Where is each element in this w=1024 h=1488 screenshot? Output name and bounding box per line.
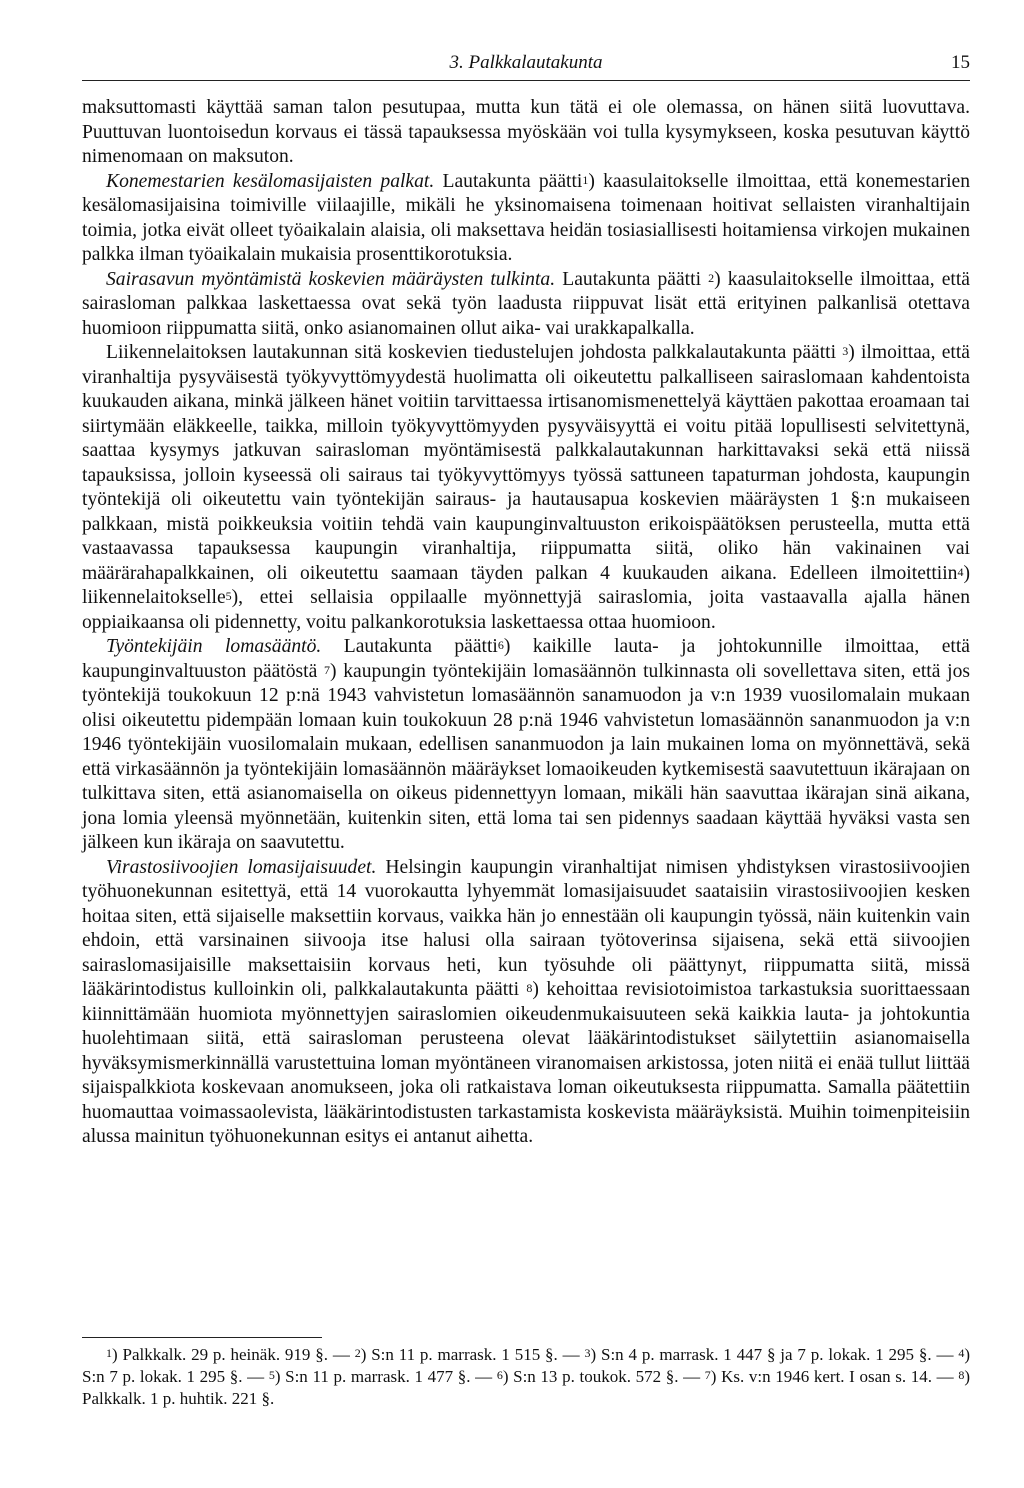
text-run: ) kaasulaitokselle ilmoittaa, että konemestarien kesälomasijaisina toimiville viilaajille, mikäli he yksinomaisena toimenaan hoitivat sellaisten viranhaltijain toimia, jotka eivät olleet työaikalain alaisia, oli maksettava heidän tosiasiallisesti hoitamiensa virkojen mukainen palkka ilman työaikalain mukaisia prosenttikorotuksia. — [82, 170, 971, 265]
section-heading: Työntekijäin lomasääntö. — [106, 636, 322, 657]
text-run: ) Palkkalk. 1 p. huhtik. 221 §. — [82, 1367, 970, 1408]
text-run: Liikennelaitoksen lautakunnan sitä koskevien tiedustelujen johdosta palkkalautakunta päätti — [106, 342, 843, 363]
footnote-ref: 3 — [842, 344, 849, 358]
text-run: ) S:n 7 p. lokak. 1 295 §. — — [82, 1345, 970, 1386]
section-heading: Sairasavun myöntämistä koskevien määräysten tulkinta. — [106, 268, 556, 290]
text-run: ) S:n 11 p. marrask. 1 477 §. — — [274, 1367, 497, 1386]
footnote-ref: 4 — [957, 564, 964, 579]
footnote-ref: 6 — [497, 638, 504, 652]
text-run: Lautakunta päätti — [321, 636, 498, 657]
paragraph — [82, 856, 970, 1150]
footnote-ref: 8 — [526, 981, 533, 995]
footnote-ref: 5 — [268, 1368, 275, 1382]
paragraph — [82, 635, 970, 856]
text-run: ) kaikille lauta- ja johtokunnille ilmoittaa, että kaupunginvaltuuston päätöstä — [82, 636, 970, 682]
paragraph — [82, 341, 970, 635]
text-run: ) Ks. v:n 1946 kert. I osan s. 14. — — [710, 1367, 959, 1386]
text-run: Helsingin kaupungin viranhaltijat nimisen yhdistyksen virastosiivoojien työhuonekunnan esitettyä, että 14 vuorokautta lyhyemmät lomasijaisuudet saataisiin virastosiivoojien kesken hoitaa siten, että sijaiselle maksettiin korvaus, vaikka hän jo ennestään oli kaupungin työssä, näin kuitenkin vain ehdoin, että varsinainen siivooja itse halusi olla sairaan työtoverinsa sijaisena, sekä että siivoojien sairaslomasijaisille maksettaisiin korvaus heti, kun työsuhde oli päättynyt, riippumatta siitä, missä lääkärintodistus kulloinkin oli, palkkalautakunta päätti — [82, 856, 970, 1000]
page-number: 15 — [951, 52, 970, 73]
footnote-ref: 2 — [354, 1346, 361, 1360]
footnote-ref: 7 — [704, 1368, 711, 1382]
text-run: ) S:n 13 p. toukok. 572 §. — — [502, 1367, 705, 1386]
footnote-ref: 6 — [496, 1368, 503, 1382]
footnote-ref: 1 — [582, 172, 589, 187]
running-header — [82, 50, 970, 81]
footnote-ref: 7 — [324, 662, 330, 677]
chapter-title: 3. Palkkalautakunta — [449, 52, 603, 73]
text-run: ) kaasulaitokselle ilmoittaa, että sairasloman palkkaa laskettaessa ovat sekä työn laadusta riippuvat lisät että erityinen palkanlisä otettava huomioon riippumatta siitä, onko asianomainen ollut aika- vai urakkapalkalla. — [82, 268, 970, 339]
text-run: ) liikennelaitokselle — [82, 562, 970, 608]
section-heading: Virastosiivoojien lomasijaisuudet. — [106, 856, 377, 878]
text-run: ) ilmoittaa, että viranhaltija pysyväisestä työkyvyttömyydestä huolimatta oli oikeutettu palkalliseen sairaslomaan kahdentoista kuukauden aikana, minkä jälkeen hänet voitiin tarvittaessa irtisanomismenettelyä käyttäen pakottaa eroamaan tai siirtymään eläkkeelle, taikka, milloin työkyvyttömyyden pysyväisyyttä ei voitu pitää lopullisesti selvitettynä, saattaa kysymys jatkuvan sairasloman myöntämisestä palkkalautakunnan harkittavaksi sekä että niissä tapauksissa, jolloin kyseessä oli sairaus tai työkyvyttömyys työssä sattuneen tapaturman johdosta, kaupungin työntekijä oli oikeutettu vain työntekijän sairaus- ja hautausapua koskevien määräysten 1 §:n mukaiseen palkkaan, mistä poikkeuksia voitiin tehdä vain kaupunginvaltuuston erikoispäätöksen perusteella, mutta että vastaavassa tapauksessa kaupungin viranhaltija, riippumatta siitä, oliko hän vakinainen vai määrärahapalkkainen, oli oikeutettu saamaan täyden palkan 4 kuukauden aikana. Edelleen ilmoitettiin — [82, 342, 970, 584]
text-run: ) Palkkalk. 29 p. heinäk. 919 §. — — [112, 1345, 355, 1364]
paragraph — [82, 268, 970, 342]
text-run: ) S:n 11 p. marrask. 1 515 §. — — [360, 1345, 585, 1364]
main-text — [82, 96, 970, 1150]
text-run: ), ettei sellaisia oppilaalle myönnettyjä sairaslomia, joita vastaavalla ajalla hänen oppiaikaansa oli pidennetty, voitu palkankorotuksia laskettaessa ottaa huomioon. — [82, 587, 970, 633]
text-run: maksuttomasti käyttää saman talon pesutupaa, mutta kun tätä ei ole olemassa, on hänen siitä luovuttava. Puuttuvan luontoisedun korvaus ei tässä tapauksessa myöskään voi tulla kysymykseen, koska pesutuvan käyttö nimenomaan on maksuton. — [82, 97, 970, 167]
paragraph — [82, 170, 970, 268]
footnote-divider — [82, 1337, 322, 1338]
text-run: ) S:n 4 p. marrask. 1 447 § ja 7 p. lokak. 1 295 §. — — [590, 1345, 959, 1364]
section-heading: Konemestarien kesälomasijaisten palkat. — [106, 170, 435, 192]
footnote-ref: 5 — [225, 589, 232, 603]
footnote-ref: 2 — [708, 270, 715, 285]
text-run: ) kehoittaa revisiotoimistoa tarkastuksia suorittaessaan kiinnittämään huomiota myönnettyjen sairaslomien oikeudenmukaisuuteen sekä kaikkia lauta- ja johtokuntia huolehtimaan siitä, että sairasloman perusteena olevat lääkärintodistukset säilytettiin asianomaisella hyväksymismerkinnällä varustettuina loman myöntäneen viranomaisen arkistossa, joten niitä ei enää tullut liittää sijaispalkkiota koskevaan anomukseen, joka oli ratkaistava loman oikeutuksesta riippumatta. Samalla päätettiin huomauttaa voimassaolevista, lääkärintodistusten tarkastamista koskevista määräyksistä. Muihin toimenpiteisiin alussa mainitun työhuonekunnan esitys ei antanut aihetta. — [82, 979, 970, 1147]
text-run: Lautakunta päätti — [555, 268, 709, 290]
text-run: ) kaupungin työntekijäin lomasäännön tulkinnasta oli sovellettava siten, että jos työntekijä toukokuun 12 p:nä 1943 vahvistetun lomasäännön sanamuodon ja v:n 1939 vuosilomalain mukaan olisi oikeutettu pidempään lomaan kuin toukokuun 28 p:nä 1946 vahvistetun lomasäännön sananmuodon ja v:n 1946 työntekijäin vuosilomalain mukaan, edellisen sananmuodon ja lain mukainen loma on myönnettävä, sekä että virkasäännön ja työntekijäin lomasäännön määräykset lomaoikeuden kytkemisestä saavutettuun ikärajaan on tulkittava siten, että asianomaisella on oikeus pidennettyyn lomaan, mikäli hän saavuttaa ikärajan sinä aikana, jona lomia yleensä myönnetään, kuitenkin siten, että loma tai sen pidennys saadaan käyttää hyväksi vasta sen jälkeen kun ikäraja on saavutettu. — [82, 660, 970, 853]
footnote-ref: 3 — [584, 1346, 591, 1360]
footnote-text — [82, 1344, 970, 1410]
text-run: Lautakunta päätti — [434, 170, 583, 192]
footnotes — [82, 1344, 970, 1410]
footnote-ref: 1 — [106, 1346, 112, 1360]
paragraph — [82, 96, 970, 170]
footnote-ref: 4 — [958, 1346, 965, 1360]
footnote-ref: 8 — [958, 1368, 965, 1382]
